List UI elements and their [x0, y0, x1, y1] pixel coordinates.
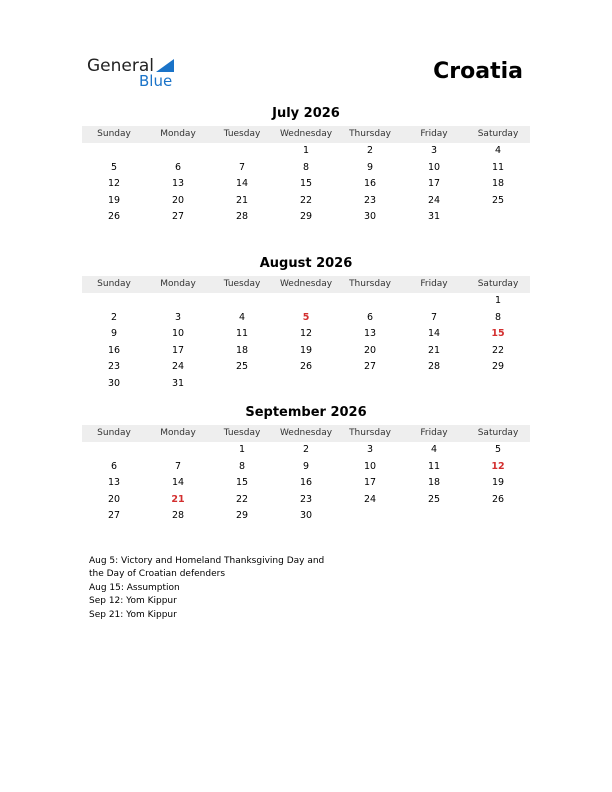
week-row	[82, 492, 530, 509]
day-cell: 5	[494, 444, 502, 455]
weekday-label: Monday	[160, 428, 196, 438]
week-row	[82, 176, 530, 193]
day-cell: 26	[299, 361, 313, 372]
empty-day-cell	[210, 143, 274, 160]
week-row	[82, 508, 530, 525]
day-cell: 20	[171, 194, 185, 206]
holiday-notes	[89, 555, 324, 622]
day-cell: 23	[363, 194, 377, 206]
empty-day-cell	[338, 293, 402, 310]
generalblue-logo	[87, 56, 187, 92]
day-cell: 7	[174, 460, 182, 472]
weekday-label: Tuesday	[223, 428, 261, 438]
empty-day-cell	[402, 508, 466, 525]
day-cell: 21	[427, 344, 441, 356]
day-cell: 17	[427, 178, 441, 189]
weekday-label: Sunday	[97, 428, 131, 438]
weekday-label: Tuesday	[223, 279, 261, 289]
empty-day-cell	[210, 293, 274, 310]
day-cell: 9	[366, 161, 374, 173]
day-cell: 21	[235, 194, 249, 206]
day-cell: 9	[302, 460, 310, 472]
day-cell: 10	[363, 460, 377, 472]
weekday-label: Thursday	[349, 129, 391, 139]
week-row	[82, 293, 530, 310]
holiday-day-cell: 21	[171, 493, 185, 505]
weekday-label: Thursday	[349, 428, 391, 438]
day-cell: 29	[491, 361, 505, 372]
day-cell: 11	[491, 161, 505, 173]
day-cell: 31	[427, 211, 441, 222]
logo-triangle-icon	[156, 59, 174, 72]
weekday-label: Friday	[420, 279, 448, 289]
empty-day-cell	[402, 376, 466, 393]
month-title: August 2026	[259, 256, 353, 271]
day-cell: 12	[107, 178, 121, 189]
day-cell: 18	[235, 344, 249, 356]
weekday-label: Friday	[420, 129, 448, 139]
empty-day-cell	[274, 376, 338, 393]
day-cell: 16	[363, 178, 377, 189]
day-cell: 29	[299, 211, 313, 222]
day-cell: 1	[494, 295, 502, 306]
day-cell: 9	[110, 328, 118, 339]
day-cell: 19	[491, 477, 505, 488]
empty-day-cell	[146, 442, 210, 459]
holiday-day-cell: 15	[491, 328, 505, 339]
empty-day-cell	[82, 293, 146, 310]
holiday-day-cell: 12	[491, 460, 505, 472]
note-line: the Day of Croatian defenders	[89, 569, 226, 580]
day-cell: 27	[363, 361, 377, 372]
day-cell: 6	[366, 311, 374, 323]
day-cell: 7	[430, 311, 438, 323]
empty-day-cell	[146, 293, 210, 310]
day-cell: 30	[107, 377, 121, 389]
day-cell: 19	[299, 344, 313, 356]
day-cell: 30	[299, 510, 313, 521]
day-cell: 2	[302, 444, 310, 455]
day-cell: 22	[491, 344, 505, 356]
day-cell: 29	[235, 510, 249, 521]
week-row	[82, 442, 530, 459]
month-title: July 2026	[272, 106, 340, 121]
day-cell: 12	[299, 328, 313, 339]
day-cell: 3	[174, 311, 182, 323]
weekday-label: Monday	[160, 279, 196, 289]
day-cell: 25	[427, 493, 441, 505]
day-cell: 11	[427, 460, 441, 472]
day-cell: 1	[238, 444, 246, 455]
day-cell: 25	[235, 361, 249, 372]
day-cell: 17	[363, 477, 377, 488]
day-cell: 10	[171, 328, 185, 339]
day-cell: 5	[110, 161, 118, 173]
empty-day-cell	[338, 508, 402, 525]
weekday-label: Tuesday	[223, 129, 261, 139]
note-line: Aug 15: Assumption	[89, 582, 180, 593]
holiday-day-cell: 5	[302, 311, 310, 323]
day-cell: 28	[171, 510, 185, 521]
day-cell: 17	[171, 344, 185, 356]
day-cell: 25	[491, 194, 505, 206]
week-row	[82, 160, 530, 177]
day-cell: 6	[174, 161, 182, 173]
weekday-header	[82, 276, 530, 293]
note-line: Aug 5: Victory and Homeland Thanksgiving Day and	[89, 556, 325, 566]
day-cell: 4	[494, 145, 502, 156]
day-cell: 28	[235, 211, 249, 222]
empty-day-cell	[402, 293, 466, 310]
day-cell: 23	[299, 493, 313, 505]
weekday-label: Saturday	[477, 428, 519, 438]
day-cell: 15	[235, 477, 249, 488]
empty-day-cell	[466, 376, 530, 393]
empty-day-cell	[210, 376, 274, 393]
month-title: September 2026	[245, 405, 367, 420]
day-cell: 14	[171, 477, 185, 488]
empty-day-cell	[274, 293, 338, 310]
weekday-label: Sunday	[97, 279, 131, 289]
empty-day-cell	[82, 143, 146, 160]
weekday-label: Wednesday	[279, 428, 333, 438]
note-line: Sep 21: Yom Kippur	[89, 609, 177, 620]
day-cell: 18	[427, 477, 441, 488]
month-august	[82, 255, 530, 392]
day-cell: 16	[299, 477, 313, 488]
week-row	[82, 143, 530, 160]
day-cell: 8	[494, 311, 502, 323]
day-cell: 6	[110, 460, 118, 472]
day-cell: 14	[427, 328, 441, 339]
day-cell: 26	[107, 211, 121, 222]
note-line: Sep 12: Yom Kippur	[89, 596, 177, 607]
day-cell: 8	[302, 161, 310, 173]
weekday-label: Wednesday	[279, 129, 333, 139]
logo-word-general: General	[87, 56, 154, 76]
day-cell: 24	[427, 194, 441, 206]
weekday-header	[82, 425, 530, 442]
day-cell: 24	[171, 361, 185, 372]
day-cell: 1	[302, 145, 310, 156]
logo-word-blue: Blue	[139, 72, 173, 90]
day-cell: 22	[299, 194, 313, 206]
weekday-label: Wednesday	[279, 279, 333, 289]
day-cell: 3	[430, 145, 438, 156]
week-row	[82, 193, 530, 210]
day-cell: 10	[427, 161, 441, 173]
empty-day-cell	[338, 376, 402, 393]
week-row	[82, 310, 530, 327]
day-cell: 15	[299, 178, 313, 189]
day-cell: 18	[491, 178, 505, 189]
day-cell: 30	[363, 211, 377, 222]
day-cell: 4	[238, 311, 246, 323]
day-cell: 2	[366, 145, 374, 156]
week-row	[82, 475, 530, 492]
weekday-label: Monday	[160, 129, 196, 139]
day-cell: 8	[238, 460, 246, 472]
day-cell: 23	[107, 361, 121, 372]
day-cell: 4	[430, 444, 438, 455]
empty-day-cell	[146, 143, 210, 160]
day-cell: 13	[171, 178, 185, 189]
day-cell: 22	[235, 493, 249, 505]
empty-day-cell	[466, 508, 530, 525]
weekday-label: Saturday	[477, 279, 519, 289]
week-row	[82, 459, 530, 476]
day-cell: 27	[107, 510, 121, 521]
day-cell: 27	[171, 211, 185, 222]
day-cell: 13	[363, 328, 377, 339]
day-cell: 20	[107, 493, 121, 505]
weekday-label: Thursday	[349, 279, 391, 289]
weekday-label: Sunday	[97, 129, 131, 139]
week-row	[82, 326, 530, 343]
day-cell: 11	[235, 328, 249, 339]
day-cell: 2	[110, 311, 118, 323]
day-cell: 3	[366, 444, 374, 455]
empty-day-cell	[466, 209, 530, 226]
weekday-label: Saturday	[477, 129, 519, 139]
empty-day-cell	[82, 442, 146, 459]
day-cell: 19	[107, 194, 121, 206]
day-cell: 13	[107, 477, 121, 488]
week-row	[82, 209, 530, 226]
weekday-header	[82, 126, 530, 143]
day-cell: 7	[238, 161, 246, 173]
day-cell: 28	[427, 361, 441, 372]
day-cell: 16	[107, 344, 121, 356]
day-cell: 20	[363, 344, 377, 356]
day-cell: 26	[491, 493, 505, 505]
day-cell: 31	[171, 377, 185, 389]
day-cell: 24	[363, 493, 377, 505]
weekday-label: Friday	[420, 428, 448, 438]
week-row	[82, 376, 530, 393]
week-row	[82, 359, 530, 376]
country-title: Croatia	[433, 59, 523, 84]
month-july	[82, 105, 530, 226]
month-september	[82, 404, 530, 525]
week-row	[82, 343, 530, 360]
day-cell: 14	[235, 178, 249, 189]
